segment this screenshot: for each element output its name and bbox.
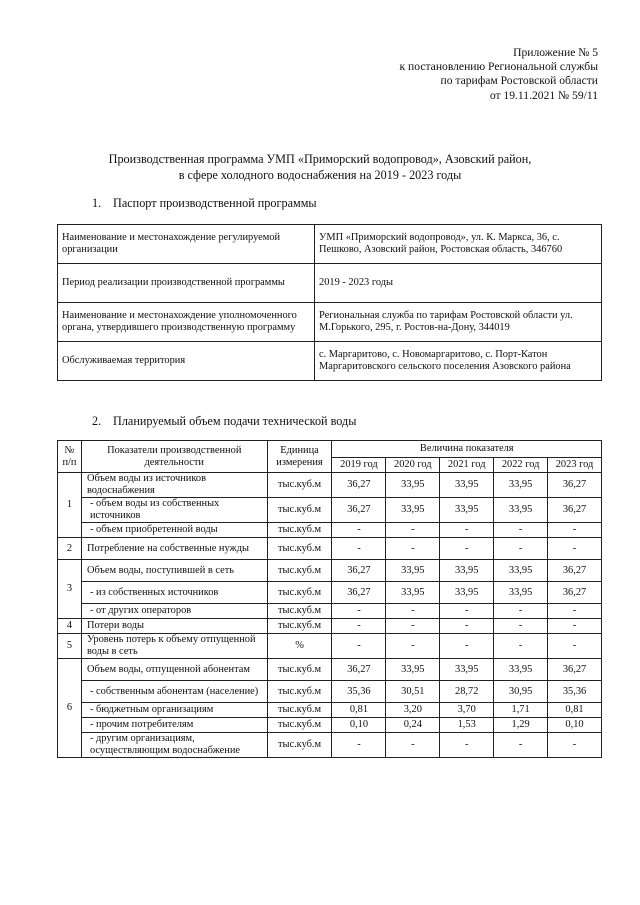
value-cell: 33,95 — [440, 498, 494, 523]
value-cell: 36,27 — [548, 659, 602, 681]
value-cell: 33,95 — [494, 582, 548, 604]
indicator-name: - от других операторов — [81, 604, 267, 619]
table-header-row — [58, 441, 602, 458]
value-cell: - — [548, 619, 602, 634]
row-number: 1 — [58, 473, 82, 538]
row-number: 2 — [58, 538, 82, 560]
value-cell: 33,95 — [386, 659, 440, 681]
row-number: 6 — [58, 659, 82, 758]
unit-cell: тыс.куб.м — [267, 538, 332, 560]
passport-label: Наименование и местонахождение регулируемой организации — [58, 225, 315, 264]
passport-value: Региональная служба по тарифам Ростовской области ул. М.Горького, 295, г. Ростов-на-Дону, 344019 — [315, 303, 602, 342]
table-row — [58, 342, 602, 381]
value-cell: 33,95 — [386, 473, 440, 498]
table-row — [58, 718, 602, 733]
indicator-name: Объем воды, поступившей в сеть — [81, 560, 267, 582]
passport-value: с. Маргаритово, с. Новомаргаритово, с. Порт-Катон Маргаритовского сельского поселения Азовского района — [315, 342, 602, 381]
value-cell: 1,29 — [494, 718, 548, 733]
appendix-line-1: Приложение № 5 — [513, 46, 598, 59]
column-header-number: № п/п — [58, 441, 82, 473]
indicator-name: - бюджетным организациям — [81, 703, 267, 718]
appendix-line-3: по тарифам Ростовской области — [440, 74, 598, 88]
table-row — [58, 303, 602, 342]
value-cell: - — [386, 604, 440, 619]
value-cell: 0,81 — [548, 703, 602, 718]
value-cell: - — [440, 523, 494, 538]
value-cell: 30,51 — [386, 681, 440, 703]
value-cell: - — [548, 604, 602, 619]
value-cell: 0,10 — [332, 718, 386, 733]
value-cell: - — [440, 619, 494, 634]
table-row — [58, 264, 602, 303]
value-cell: 36,27 — [548, 473, 602, 498]
value-cell: - — [494, 604, 548, 619]
value-cell: - — [386, 634, 440, 659]
section-2-heading — [92, 414, 356, 429]
indicator-name: Потребление на собственные нужды — [81, 538, 267, 560]
appendix-line-2: к постановлению Региональной службы — [399, 60, 598, 74]
value-cell: 0,24 — [386, 718, 440, 733]
row-number: 5 — [58, 634, 82, 659]
value-cell: 36,27 — [332, 498, 386, 523]
passport-label: Наименование и местонахождение уполномоченного органа, утвердившего производственную программу — [58, 303, 315, 342]
value-cell: 33,95 — [494, 473, 548, 498]
document-title — [0, 152, 640, 183]
table-row — [58, 634, 602, 659]
column-header-indicator: Показатели производственной деятельности — [81, 441, 267, 473]
value-cell: - — [494, 523, 548, 538]
indicator-name: Потери воды — [81, 619, 267, 634]
indicator-name: - собственным абонентам (население) — [81, 681, 267, 703]
indicator-name: - из собственных источников — [81, 582, 267, 604]
value-cell: - — [332, 619, 386, 634]
value-cell: 36,27 — [332, 560, 386, 582]
value-cell: - — [332, 604, 386, 619]
table-row — [58, 498, 602, 523]
table-row — [58, 619, 602, 634]
row-number: 4 — [58, 619, 82, 634]
column-header-year: 2021 год — [440, 458, 494, 473]
value-cell: - — [386, 538, 440, 560]
table-row — [58, 659, 602, 681]
value-cell: 36,27 — [548, 582, 602, 604]
indicator-name: - другим организациям, осуществляющим водоснабжение — [81, 733, 267, 758]
unit-cell: тыс.куб.м — [267, 604, 332, 619]
section-1-number: 1. — [92, 196, 102, 210]
value-cell: 33,95 — [386, 560, 440, 582]
unit-cell: тыс.куб.м — [267, 619, 332, 634]
passport-label: Период реализации производственной программы — [58, 264, 315, 303]
value-cell: 35,36 — [332, 681, 386, 703]
table-row — [58, 523, 602, 538]
value-cell: 33,95 — [440, 582, 494, 604]
value-cell: 0,10 — [548, 718, 602, 733]
value-cell: 33,95 — [440, 659, 494, 681]
value-cell: - — [440, 733, 494, 758]
value-cell: 36,27 — [332, 473, 386, 498]
section-2-label: Планируемый объем подачи технической воды — [113, 414, 357, 428]
value-cell: - — [548, 523, 602, 538]
column-header-year: 2019 год — [332, 458, 386, 473]
table-row — [58, 225, 602, 264]
unit-cell: тыс.куб.м — [267, 473, 332, 498]
value-cell: 30,95 — [494, 681, 548, 703]
unit-cell: тыс.куб.м — [267, 659, 332, 681]
row-number: 3 — [58, 560, 82, 619]
value-cell: 33,95 — [440, 473, 494, 498]
table-row — [58, 538, 602, 560]
table-row — [58, 604, 602, 619]
passport-value: УМП «Приморский водопровод», ул. К. Маркса, 36, с. Пешково, Азовский район, Ростовская область, 346760 — [315, 225, 602, 264]
value-cell: - — [440, 634, 494, 659]
unit-cell: тыс.куб.м — [267, 733, 332, 758]
table-row — [58, 703, 602, 718]
value-cell: 3,70 — [440, 703, 494, 718]
value-cell: - — [440, 604, 494, 619]
value-cell: 28,72 — [440, 681, 494, 703]
value-cell: 33,95 — [494, 659, 548, 681]
value-cell: - — [494, 619, 548, 634]
volume-table — [57, 440, 602, 758]
table-row — [58, 681, 602, 703]
column-header-year: 2020 год — [386, 458, 440, 473]
value-cell: - — [548, 634, 602, 659]
value-cell: - — [548, 538, 602, 560]
table-row — [58, 560, 602, 582]
value-cell: - — [386, 619, 440, 634]
indicator-name: Объем воды, отпущенной абонентам — [81, 659, 267, 681]
appendix-header — [400, 46, 599, 103]
table-row — [58, 473, 602, 498]
unit-cell: тыс.куб.м — [267, 718, 332, 733]
unit-cell: тыс.куб.м — [267, 560, 332, 582]
passport-label: Обслуживаемая территория — [58, 342, 315, 381]
column-header-year: 2023 год — [548, 458, 602, 473]
value-cell: - — [494, 538, 548, 560]
value-cell: 0,81 — [332, 703, 386, 718]
indicator-name: - прочим потребителям — [81, 718, 267, 733]
passport-value: 2019 - 2023 годы — [315, 264, 602, 303]
value-cell: - — [386, 733, 440, 758]
value-cell: - — [548, 733, 602, 758]
value-cell: 35,36 — [548, 681, 602, 703]
value-cell: - — [440, 538, 494, 560]
column-header-value: Величина показателя — [332, 441, 602, 458]
value-cell: - — [332, 523, 386, 538]
value-cell: 1,53 — [440, 718, 494, 733]
value-cell: - — [386, 523, 440, 538]
value-cell: - — [332, 634, 386, 659]
section-1-label: Паспорт производственной программы — [113, 196, 317, 210]
unit-cell: % — [267, 634, 332, 659]
unit-cell: тыс.куб.м — [267, 523, 332, 538]
column-header-unit: Единица измерения — [267, 441, 332, 473]
title-line-1: Производственная программа УМП «Приморский водопровод», Азовский район, — [108, 152, 532, 166]
value-cell: 36,27 — [548, 498, 602, 523]
table-row — [58, 733, 602, 758]
table-row — [58, 582, 602, 604]
value-cell: 33,95 — [440, 560, 494, 582]
section-2-number: 2. — [92, 414, 102, 428]
value-cell: 1,71 — [494, 703, 548, 718]
section-1-heading — [92, 196, 317, 211]
value-cell: - — [332, 733, 386, 758]
value-cell: - — [494, 634, 548, 659]
passport-table — [57, 224, 602, 381]
value-cell: 33,95 — [494, 560, 548, 582]
value-cell: - — [494, 733, 548, 758]
value-cell: 36,27 — [332, 582, 386, 604]
column-header-year: 2022 год — [494, 458, 548, 473]
indicator-name: - объем приобретенной воды — [81, 523, 267, 538]
unit-cell: тыс.куб.м — [267, 681, 332, 703]
value-cell: 33,95 — [386, 582, 440, 604]
unit-cell: тыс.куб.м — [267, 703, 332, 718]
value-cell: 36,27 — [548, 560, 602, 582]
appendix-line-4: от 19.11.2021 № 59/11 — [489, 88, 598, 102]
value-cell: 36,27 — [332, 659, 386, 681]
indicator-name: Объем воды из источников водоснабжения — [81, 473, 267, 498]
value-cell: 33,95 — [386, 498, 440, 523]
value-cell: 3,20 — [386, 703, 440, 718]
title-line-2: в сфере холодного водоснабжения на 2019 - 2023 годы — [178, 167, 462, 182]
indicator-name: - объем воды из собственных источников — [81, 498, 267, 523]
unit-cell: тыс.куб.м — [267, 498, 332, 523]
value-cell: - — [332, 538, 386, 560]
unit-cell: тыс.куб.м — [267, 582, 332, 604]
value-cell: 33,95 — [494, 498, 548, 523]
indicator-name: Уровень потерь к объему отпущенной воды в сеть — [81, 634, 267, 659]
